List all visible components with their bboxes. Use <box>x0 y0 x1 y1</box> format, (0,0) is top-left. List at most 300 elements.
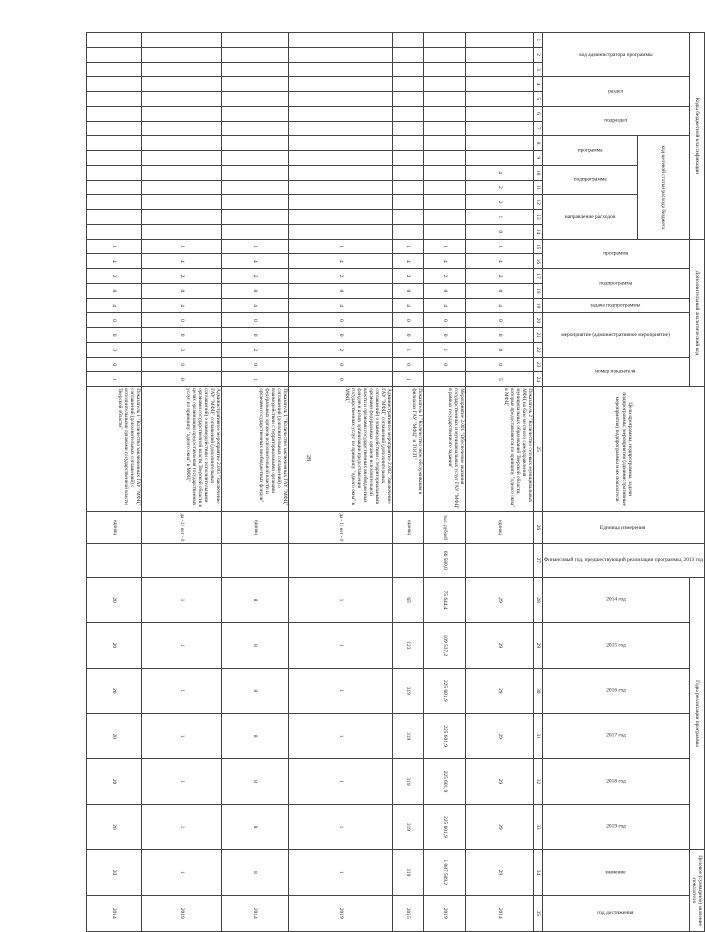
page-number: 28 <box>305 455 311 461</box>
code-cell <box>288 47 392 62</box>
code-cell <box>288 92 392 107</box>
year-2018-header: 2018 год <box>542 759 689 804</box>
code-cell <box>87 210 142 225</box>
code-cell: 2 <box>466 269 533 284</box>
code-cell: 3 <box>142 342 222 357</box>
program-code-header: программа <box>542 136 637 166</box>
subprogram-code-header: подпрограмма <box>542 165 637 195</box>
year-value-cell: 225 601,9 <box>423 713 466 758</box>
value-header: значение <box>542 850 689 895</box>
code-cell <box>392 121 423 136</box>
unit-cell: единиц <box>466 512 533 544</box>
fin-year-cell <box>288 543 392 577</box>
code-cell <box>466 136 533 151</box>
goal-text-cell: Показатель 1 "Количество окон обслуживания в филиалах ГАУ "МФЦ" и ТОСП" <box>392 387 423 512</box>
code-cell: 0 <box>423 357 466 372</box>
unit-header: Единица измерения <box>542 512 704 544</box>
budget-table-sheet <box>111 32 705 932</box>
code-cell <box>87 121 142 136</box>
code-cell: 1 <box>142 239 222 254</box>
target-value-cell: 1 <box>142 850 222 895</box>
unit-cell: да - 1/ нет - 0 <box>288 512 392 544</box>
goal-text-cell: Административное мероприятие 2.002 "Заключение ГАУ "МФЦ" соглашений (дополнительных соглашений) о взаимодействии с территориальными органами федеральных органов исполнительной власти и органами государственных внебюджетных фондов в целях организации предоставления государственных услуг по принципу "одного окна" в МФЦ" <box>288 387 392 512</box>
code-cell: 0 <box>142 328 222 343</box>
column-number: 7 <box>533 121 542 136</box>
code-cell: 1 <box>221 239 288 254</box>
goals-header: Цели программы, подпрограммы, задачи подпрограммы, мероприятия (административные мероприятия) подпрограммы и их показатели <box>542 387 704 512</box>
code-cell <box>392 151 423 166</box>
code-cell <box>87 195 142 210</box>
code-cell <box>423 136 466 151</box>
goal-text-cell: Показатель 1 "Количество заключенных ГАУ "МФЦ" соглашений (дополнительных соглашений) о взаимодействии с территориальными органами федеральных органов исполнительной власти и органами государственных внебюджетных фондов" <box>221 387 288 512</box>
code-cell <box>142 180 222 195</box>
code-cell: 3 <box>87 342 142 357</box>
column-number: 6 <box>533 106 542 121</box>
year-value-cell: 1 <box>288 759 392 804</box>
target-code-header: код целевой статьи расхода бюджета <box>638 136 689 239</box>
code-cell: 4 <box>221 298 288 313</box>
table-row <box>466 33 533 932</box>
column-number: 17 <box>533 269 542 284</box>
code-cell: 0 <box>466 357 533 372</box>
code-cell <box>423 151 466 166</box>
year-value-cell: 8 <box>221 668 288 713</box>
column-number: 27 <box>533 543 542 577</box>
column-number: 28 <box>533 577 542 622</box>
code-cell <box>221 62 288 77</box>
code-cell <box>142 121 222 136</box>
code-cell <box>392 33 423 48</box>
years-header: Годы реализации программы <box>689 577 704 849</box>
code-cell <box>142 92 222 107</box>
code-cell <box>423 62 466 77</box>
code-cell: 4 <box>423 254 466 269</box>
code-cell <box>288 33 392 48</box>
subsection-header: подраздел <box>542 106 689 136</box>
code-cell: 0 <box>221 357 288 372</box>
code-cell: 0 <box>466 328 533 343</box>
code-cell <box>87 151 142 166</box>
target-year-cell: 2014 <box>221 895 288 931</box>
code-cell: 0 <box>87 283 142 298</box>
code-cell: 5 <box>466 372 533 387</box>
code-cell <box>466 106 533 121</box>
year-value-cell: 1 <box>142 668 222 713</box>
an-activity-header: мероприятие (административное мероприятие) <box>542 313 689 357</box>
code-cell <box>288 151 392 166</box>
year-value-cell: 1 <box>288 577 392 622</box>
unit-cell: единиц <box>87 512 142 544</box>
code-cell <box>466 47 533 62</box>
code-cell: 0 <box>423 283 466 298</box>
code-cell <box>221 136 288 151</box>
code-cell <box>392 92 423 107</box>
code-cell: 2 <box>392 269 423 284</box>
code-cell <box>288 210 392 225</box>
code-cell: 0 <box>392 313 423 328</box>
column-number: 12 <box>533 195 542 210</box>
code-cell: 1 <box>392 372 423 387</box>
fin-year-cell <box>221 543 288 577</box>
year-2015-header: 2015 год <box>542 623 689 668</box>
target-year-cell: 2019 <box>142 895 222 931</box>
code-cell <box>392 210 423 225</box>
code-cell: 4 <box>87 298 142 313</box>
year-value-cell: 1 <box>142 623 222 668</box>
year-value-cell: 225 601,9 <box>423 804 466 849</box>
code-cell: 0 <box>221 313 288 328</box>
table-row <box>288 33 392 932</box>
analytic-code-header: Дополнительный аналитический код <box>689 239 704 387</box>
code-cell <box>221 210 288 225</box>
code-cell: 2 <box>423 269 466 284</box>
year-value-cell: 225 601,9 <box>423 668 466 713</box>
code-cell: 0 <box>288 357 392 372</box>
code-cell <box>423 224 466 239</box>
code-cell <box>392 106 423 121</box>
code-cell: 1 <box>423 342 466 357</box>
column-number: 33 <box>533 804 542 849</box>
code-cell <box>288 195 392 210</box>
expense-dir-header: направление расходов <box>542 195 637 239</box>
code-cell <box>288 77 392 92</box>
an-task-header: задача подпрограммы <box>542 298 689 313</box>
code-cell <box>221 151 288 166</box>
code-cell <box>423 106 466 121</box>
code-cell: 2 <box>466 180 533 195</box>
column-number: 3 <box>533 62 542 77</box>
code-cell <box>87 92 142 107</box>
goal-text-cell: Мероприятие 2.001 "Обеспечение оказания государственных и муниципальных услуг ГАУ "МФЦ" в рамках государственного задания" <box>423 387 466 512</box>
column-number: 24 <box>533 372 542 387</box>
code-cell <box>142 210 222 225</box>
goal-text-cell: Показатель 2 "Количество сетевых муниципальных МФЦ на базе местного самоуправления муниципальных образований Тверской области, которые предоставляются по принципу "одного окна" в МФЦ" <box>466 387 533 512</box>
year-value-cell: 1 <box>288 623 392 668</box>
target-value-cell: 29 <box>466 850 533 895</box>
code-cell: 0 <box>288 328 392 343</box>
code-cell: 4 <box>423 298 466 313</box>
an-indicator-header: номер показателя <box>542 357 689 387</box>
code-cell: 0 <box>142 372 222 387</box>
code-cell <box>392 136 423 151</box>
year-reached-header: год достижения <box>542 895 689 931</box>
unit-cell: да - 1/ нет - 0 <box>142 512 222 544</box>
target-year-cell: 2019 <box>423 895 466 931</box>
year-value-cell: 1 <box>142 804 222 849</box>
fin-year-cell <box>466 543 533 577</box>
goal-text-cell: Административное мероприятие 2.003 "Заключение ГАУ "МФЦ" соглашений (дополнительных соглашений) о взаимодействии с исполнительными органами государственной власти Тверской области в целях организации предоставления государственных услуг по принципу "одного окна" в МФЦ" <box>142 387 222 512</box>
code-cell <box>221 33 288 48</box>
code-cell: 1 <box>87 372 142 387</box>
code-cell: 0 <box>142 283 222 298</box>
target-value-cell: 8 <box>221 850 288 895</box>
code-cell <box>142 224 222 239</box>
code-cell: 2 <box>221 269 288 284</box>
code-cell <box>221 224 288 239</box>
year-value-cell: 123 <box>392 623 423 668</box>
fin-year-header: Финансовый год, предшествующий реализации программы, 2013 год <box>542 543 704 577</box>
code-cell <box>392 165 423 180</box>
target-year-cell: 2014 <box>466 895 533 931</box>
year-value-cell: 29 <box>466 623 533 668</box>
code-cell <box>288 121 392 136</box>
table-row <box>142 33 222 932</box>
unit-cell: тыс. рублей <box>423 512 466 544</box>
code-cell: 1 <box>288 239 392 254</box>
column-number: 21 <box>533 328 542 343</box>
column-number: 2 <box>533 47 542 62</box>
code-cell <box>288 136 392 151</box>
code-cell <box>466 151 533 166</box>
code-cell <box>87 180 142 195</box>
year-2016-header: 2016 год <box>542 668 689 713</box>
code-cell: 0 <box>288 372 392 387</box>
year-value-cell: 8 <box>221 713 288 758</box>
code-cell: 0 <box>221 328 288 343</box>
column-number: 23 <box>533 357 542 372</box>
column-number: 22 <box>533 342 542 357</box>
fin-year-cell <box>392 543 423 577</box>
year-value-cell: 20 <box>87 668 142 713</box>
code-cell <box>288 180 392 195</box>
year-value-cell: 20 <box>87 577 142 622</box>
column-number: 13 <box>533 210 542 225</box>
code-cell: 0 <box>466 283 533 298</box>
code-cell <box>87 62 142 77</box>
column-numbers-row <box>533 33 542 932</box>
year-value-cell: 1 <box>142 577 222 622</box>
code-cell: 0 <box>466 224 533 239</box>
code-cell: 0 <box>87 328 142 343</box>
table-row <box>221 33 288 932</box>
code-cell <box>423 92 466 107</box>
column-number: 5 <box>533 92 542 107</box>
budget-codes-header: Коды бюджетной классификации <box>689 33 704 240</box>
year-value-cell: 1 <box>288 668 392 713</box>
year-value-cell: 20 <box>87 759 142 804</box>
column-number: 30 <box>533 668 542 713</box>
code-cell: 2 <box>288 269 392 284</box>
code-cell <box>221 106 288 121</box>
column-number: 29 <box>533 623 542 668</box>
code-cell <box>392 180 423 195</box>
code-cell <box>423 210 466 225</box>
column-number: 20 <box>533 313 542 328</box>
target-value-cell: 319 <box>392 850 423 895</box>
program-indicators-table <box>86 32 705 932</box>
code-cell: 1 <box>423 239 466 254</box>
column-number: 19 <box>533 298 542 313</box>
code-cell: 4 <box>288 254 392 269</box>
code-cell: 0 <box>87 357 142 372</box>
year-value-cell: 1 <box>142 713 222 758</box>
column-number: 25 <box>533 387 542 512</box>
code-cell: 0 <box>423 313 466 328</box>
code-cell <box>466 62 533 77</box>
column-number: 8 <box>533 136 542 151</box>
an-program-header: программа <box>542 239 689 269</box>
year-value-cell: 20 <box>87 623 142 668</box>
column-number: 14 <box>533 224 542 239</box>
code-cell <box>142 195 222 210</box>
code-cell <box>392 195 423 210</box>
code-cell: 0 <box>392 357 423 372</box>
code-cell <box>87 33 142 48</box>
code-cell <box>142 47 222 62</box>
code-cell: 2 <box>221 342 288 357</box>
code-cell: 4 <box>221 254 288 269</box>
code-cell <box>221 180 288 195</box>
code-cell: 0 <box>392 283 423 298</box>
code-cell <box>423 121 466 136</box>
code-cell: 4 <box>87 254 142 269</box>
year-value-cell: 319 <box>392 759 423 804</box>
table-row <box>87 33 142 932</box>
code-cell: 0 <box>142 357 222 372</box>
year-value-cell: 1 <box>142 759 222 804</box>
column-number: 18 <box>533 283 542 298</box>
code-cell: 4 <box>142 254 222 269</box>
column-number: 9 <box>533 151 542 166</box>
code-cell: 4 <box>466 254 533 269</box>
column-number: 11 <box>533 180 542 195</box>
target-value-cell: 1 <box>288 850 392 895</box>
code-cell <box>466 77 533 92</box>
year-value-cell: 319 <box>392 713 423 758</box>
year-value-cell: 319 <box>392 804 423 849</box>
code-cell: 4 <box>466 165 533 180</box>
code-cell <box>466 92 533 107</box>
target-value-cell: 20 <box>87 850 142 895</box>
column-number: 16 <box>533 254 542 269</box>
code-cell <box>221 195 288 210</box>
fin-year-cell <box>87 543 142 577</box>
year-value-cell: 8 <box>221 804 288 849</box>
column-number: 4 <box>533 77 542 92</box>
code-cell <box>392 62 423 77</box>
code-cell <box>142 106 222 121</box>
year-value-cell: 1 <box>288 713 392 758</box>
code-cell <box>142 136 222 151</box>
code-cell <box>221 77 288 92</box>
year-value-cell: 75 644,4 <box>423 577 466 622</box>
target-year-cell: 2019 <box>288 895 392 931</box>
code-cell <box>221 92 288 107</box>
year-value-cell: 20 <box>87 804 142 849</box>
code-cell <box>423 372 466 387</box>
code-cell <box>392 47 423 62</box>
year-value-cell: 109 537,2 <box>423 623 466 668</box>
code-cell <box>87 77 142 92</box>
code-cell <box>288 224 392 239</box>
year-value-cell: 8 <box>221 623 288 668</box>
year-2019-header: 2019 год <box>542 804 689 849</box>
code-cell: 4 <box>142 298 222 313</box>
column-number: 32 <box>533 759 542 804</box>
code-cell: 4 <box>392 298 423 313</box>
code-cell <box>423 77 466 92</box>
admin-code-header: код администратора программы <box>542 33 689 77</box>
code-cell: 0 <box>392 328 423 343</box>
column-number: 35 <box>533 895 542 931</box>
year-value-cell: 1 <box>288 804 392 849</box>
code-cell: 0 <box>142 313 222 328</box>
code-cell <box>142 33 222 48</box>
fin-year-cell: 66 580,0 <box>423 543 466 577</box>
code-cell: 2 <box>87 269 142 284</box>
year-2014-header: 2014 год <box>542 577 689 622</box>
year-value-cell: 65 <box>392 577 423 622</box>
column-number: 31 <box>533 713 542 758</box>
code-cell <box>87 165 142 180</box>
year-value-cell: 225 601,9 <box>423 759 466 804</box>
code-cell <box>423 180 466 195</box>
target-year-cell: 2014 <box>87 895 142 931</box>
year-value-cell: 8 <box>221 759 288 804</box>
year-value-cell: 29 <box>466 668 533 713</box>
code-cell <box>423 33 466 48</box>
code-cell <box>221 165 288 180</box>
table-body <box>87 33 534 932</box>
year-value-cell: 29 <box>466 804 533 849</box>
code-cell: 0 <box>221 283 288 298</box>
target-value-cell: 1 087 589,2 <box>423 850 466 895</box>
code-cell: 0 <box>466 313 533 328</box>
an-subprogram-header: подпрограмма <box>542 269 689 299</box>
table-row <box>423 33 466 932</box>
target-year-cell: 2015 <box>392 895 423 931</box>
year-value-cell: 29 <box>466 759 533 804</box>
code-cell <box>288 165 392 180</box>
table-row <box>392 33 423 932</box>
code-cell <box>87 106 142 121</box>
code-cell <box>423 195 466 210</box>
code-cell <box>142 151 222 166</box>
year-value-cell: 20 <box>87 713 142 758</box>
year-value-cell: 29 <box>466 713 533 758</box>
code-cell: 0 <box>288 283 392 298</box>
code-cell: 4 <box>392 254 423 269</box>
code-cell <box>87 47 142 62</box>
code-cell: 1 <box>466 239 533 254</box>
code-cell: 1 <box>392 342 423 357</box>
year-2017-header: 2017 год <box>542 713 689 758</box>
code-cell <box>288 62 392 77</box>
code-cell: 0 <box>288 313 392 328</box>
code-cell <box>392 224 423 239</box>
code-cell: 0 <box>466 342 533 357</box>
code-cell: 1 <box>221 372 288 387</box>
code-cell: 1 <box>87 239 142 254</box>
code-cell <box>87 136 142 151</box>
code-cell <box>392 77 423 92</box>
column-number: 34 <box>533 850 542 895</box>
year-value-cell: 29 <box>466 577 533 622</box>
column-number: 26 <box>533 512 542 544</box>
code-cell <box>423 165 466 180</box>
target-header: Целевое (суммарное) значение показателя <box>689 850 704 932</box>
code-cell <box>423 47 466 62</box>
code-cell <box>466 33 533 48</box>
goal-text-cell: Показатель 1 "Количество заключенных ГАУ "МФЦ" соглашений (дополнительных соглашений) с исполнительными органами государственной власти Тверской области" <box>87 387 142 512</box>
code-cell <box>466 121 533 136</box>
section-header: раздел <box>542 77 689 107</box>
code-cell <box>288 106 392 121</box>
code-cell <box>87 224 142 239</box>
code-cell: 2 <box>288 342 392 357</box>
code-cell: 0 <box>423 328 466 343</box>
column-number: 10 <box>533 165 542 180</box>
